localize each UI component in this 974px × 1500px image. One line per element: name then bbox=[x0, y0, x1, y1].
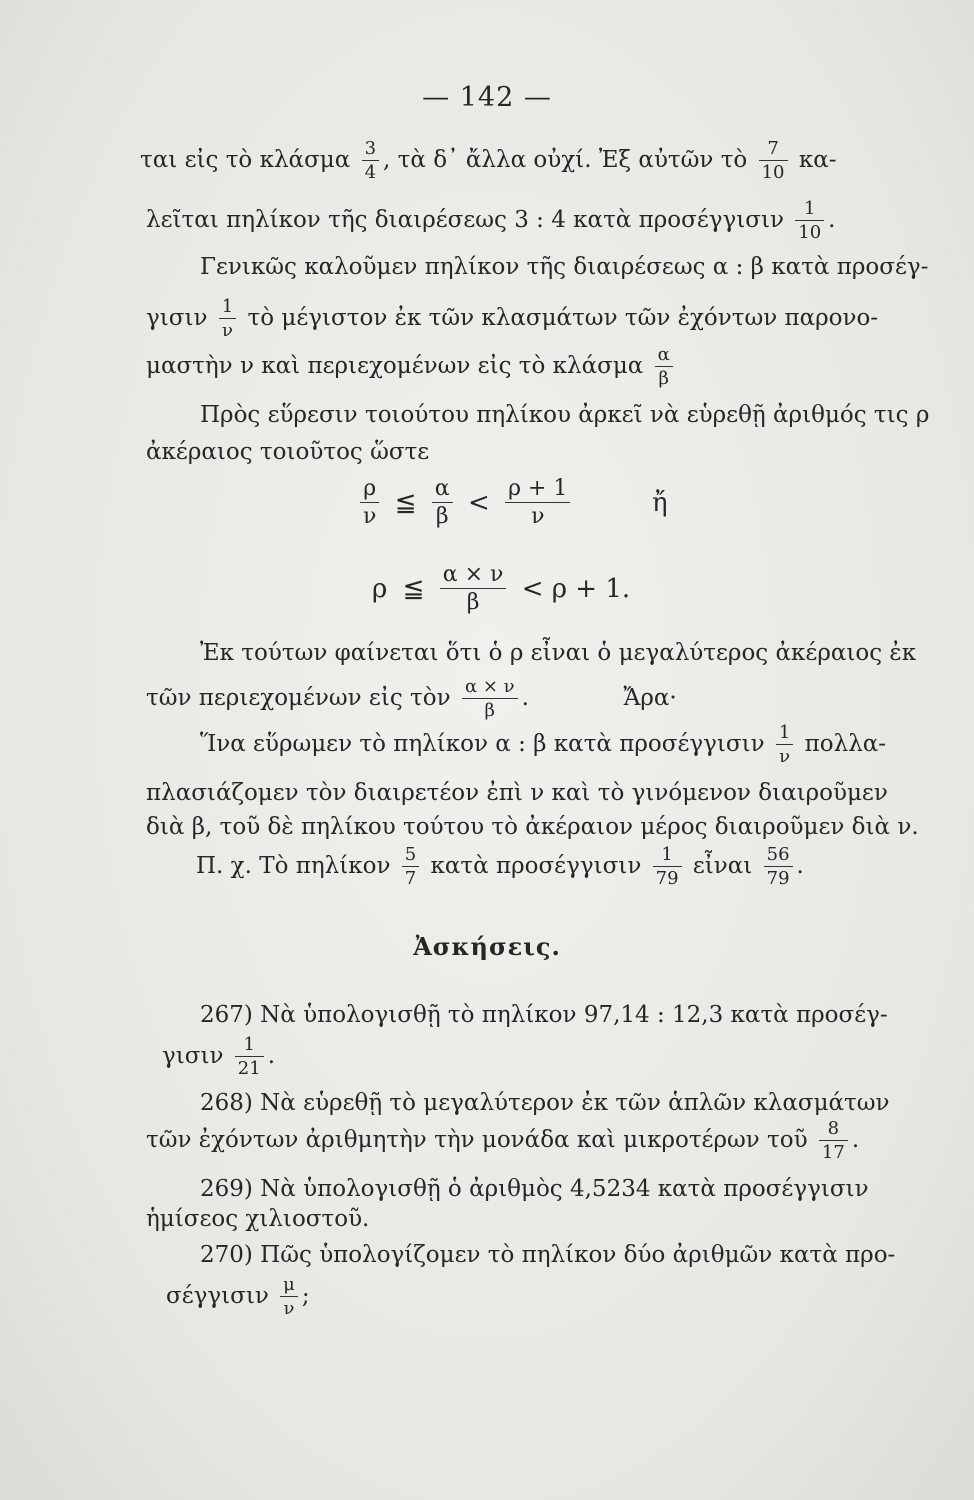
frac-den: ν bbox=[505, 502, 570, 528]
frac-den: 10 bbox=[759, 160, 788, 182]
frac-den: 17 bbox=[819, 1140, 848, 1162]
page-number: — 142 — bbox=[422, 82, 552, 113]
fraction-5-7 bbox=[402, 846, 419, 888]
fraction-1-79 bbox=[653, 846, 682, 888]
fraction-alpha-beta bbox=[432, 478, 453, 528]
text: γισιν bbox=[146, 305, 208, 331]
relation-lt: < bbox=[467, 488, 490, 518]
exercise-269-line-2 bbox=[146, 1208, 369, 1231]
frac-den: β bbox=[462, 698, 518, 720]
text: πλασιάζομεν τὸν διαιρετέον ἐπὶ ν καὶ τὸ γινόμενον διαιροῦμεν bbox=[146, 780, 888, 806]
exercise-270-line-2 bbox=[166, 1276, 310, 1318]
fraction-rho-plus-1-nu bbox=[505, 478, 570, 528]
text: κα- bbox=[798, 147, 837, 173]
exercise-268-line-1 bbox=[200, 1092, 890, 1115]
text-line-13 bbox=[196, 846, 804, 888]
frac-den: ν bbox=[280, 1296, 298, 1318]
text: Ἵνα εὕρωμεν τὸ πηλίκον α : β κατὰ προσέγγισιν bbox=[200, 731, 765, 757]
frac-num: 7 bbox=[767, 138, 779, 159]
frac-num: α × ν bbox=[442, 562, 504, 587]
frac-num: α bbox=[434, 476, 450, 501]
frac-num: 1 bbox=[803, 198, 816, 219]
frac-num: μ bbox=[283, 1274, 295, 1295]
frac-num: α × ν bbox=[464, 676, 515, 697]
frac-den: ν bbox=[360, 502, 379, 528]
fraction-1-21 bbox=[235, 1036, 264, 1078]
relation-rhs: < ρ + 1. bbox=[521, 574, 631, 604]
text: Ἄρα· bbox=[623, 685, 677, 711]
text: τῶν περιεχομένων εἰς τὸν bbox=[146, 685, 451, 711]
fraction-1-nu bbox=[776, 724, 793, 766]
text-line-3 bbox=[200, 256, 928, 279]
text: κατὰ προσέγγισιν bbox=[430, 853, 642, 879]
text: 270) Πῶς ὑπολογίζομεν τὸ πηλίκον δύο ἀριθμῶν κατὰ προ- bbox=[200, 1242, 896, 1268]
frac-num: 8 bbox=[827, 1118, 840, 1139]
text: εἶναι bbox=[692, 853, 753, 879]
text-line-10 bbox=[200, 724, 886, 766]
fraction-alpha-times-nu-beta bbox=[440, 564, 507, 614]
frac-den: β bbox=[440, 588, 507, 614]
formula-inequality-2 bbox=[368, 564, 634, 614]
fraction-rho-nu bbox=[360, 478, 379, 528]
text: 267) Νὰ ὑπολογισθῇ τὸ πηλίκον 97,14 : 12,3 κατὰ προσέγ- bbox=[200, 1002, 888, 1028]
text: . bbox=[796, 853, 804, 879]
frac-num: α bbox=[657, 344, 670, 365]
exercise-267-line-1 bbox=[200, 1004, 888, 1027]
text: τῶν ἐχόντων ἀριθμητὴν τὴν μονάδα καὶ μικροτέρων τοῦ bbox=[146, 1127, 808, 1153]
fraction-3-4 bbox=[362, 140, 379, 182]
text: ἀκέραιος τοιοῦτος ὥστε bbox=[146, 439, 430, 465]
fraction-7-10 bbox=[759, 140, 788, 182]
text: πολλα- bbox=[804, 731, 887, 757]
text: μαστὴν ν καὶ περιεχομένων εἰς τὸ κλάσμα bbox=[146, 353, 644, 379]
frac-den: β bbox=[432, 502, 453, 528]
text: σέγγισιν bbox=[166, 1283, 269, 1309]
text: ται εἰς τὸ κλάσμα bbox=[140, 147, 351, 173]
frac-den: ν bbox=[219, 318, 236, 340]
text: ἡμίσεος χιλιοστοῦ. bbox=[146, 1206, 370, 1232]
text-line-9 bbox=[146, 678, 677, 720]
text: Γενικῶς καλοῦμεν πηλίκον τῆς διαιρέσεως α : β κατὰ προσέγ- bbox=[200, 254, 929, 280]
fraction-8-17 bbox=[819, 1120, 848, 1162]
text: τὸ μέγιστον ἐκ τῶν κλασμάτων τῶν ἐχόντων παρονο- bbox=[247, 305, 879, 331]
frac-num: 5 bbox=[404, 844, 417, 865]
exercise-270-line-1 bbox=[200, 1244, 895, 1267]
relation-leq: ≦ bbox=[394, 488, 417, 518]
text-line-2 bbox=[146, 200, 835, 242]
exercise-267-line-2 bbox=[162, 1036, 275, 1078]
frac-den: 4 bbox=[362, 160, 379, 182]
text-line-11 bbox=[146, 782, 888, 805]
text: . bbox=[267, 1043, 275, 1069]
text-line-7 bbox=[146, 441, 429, 464]
exercise-268-line-2 bbox=[146, 1120, 859, 1162]
text: Πρὸς εὕρεσιν τοιούτου πηλίκου ἀρκεῖ νὰ εὑρεθῇ ἀριθμός τις ρ bbox=[200, 402, 930, 428]
fraction-alpha-times-nu-beta bbox=[462, 678, 518, 720]
section-heading-exercises: Ἀσκήσεις. bbox=[413, 932, 561, 961]
text: γισιν bbox=[162, 1043, 224, 1069]
text: . bbox=[521, 685, 529, 711]
text: 269) Νὰ ὑπολογισθῇ ὁ ἀριθμὸς 4,5234 κατὰ προσέγγισιν bbox=[200, 1176, 869, 1202]
text: Ἐκ τούτων φαίνεται ὅτι ὁ ρ εἶναι ὁ μεγαλύτερος ἀκέραιος ἐκ bbox=[200, 640, 917, 666]
text: ; bbox=[301, 1283, 310, 1309]
fraction-alpha-beta bbox=[655, 346, 673, 388]
frac-num: ρ + 1 bbox=[508, 476, 568, 501]
frac-den: β bbox=[655, 366, 673, 388]
text-line-1 bbox=[140, 140, 837, 182]
text-line-5 bbox=[146, 346, 677, 388]
text-line-12 bbox=[146, 816, 919, 839]
text: . bbox=[851, 1127, 860, 1153]
frac-num: 3 bbox=[364, 138, 377, 159]
frac-num: 1 bbox=[661, 844, 673, 865]
frac-den: 79 bbox=[764, 866, 793, 888]
text: . bbox=[828, 207, 836, 233]
formula-inequality-1 bbox=[356, 478, 574, 528]
fraction-mu-nu bbox=[280, 1276, 298, 1318]
text-line-6 bbox=[200, 404, 929, 427]
frac-den: 10 bbox=[795, 220, 824, 242]
fraction-1-10 bbox=[795, 200, 824, 242]
text: Π. χ. Τὸ πηλίκον bbox=[196, 853, 391, 879]
text: , τὰ δ᾽ ἄλλα οὐχί. Ἐξ αὐτῶν τὸ bbox=[383, 147, 748, 173]
frac-num: 1 bbox=[778, 722, 791, 743]
frac-num: 1 bbox=[221, 296, 234, 317]
text: 268) Νὰ εὑρεθῇ τὸ μεγαλύτερον ἐκ τῶν ἁπλῶν κλασμάτων bbox=[200, 1090, 890, 1116]
frac-den: 79 bbox=[653, 866, 682, 888]
text: διὰ β, τοῦ δὲ πηλίκου τούτου τὸ ἀκέραιον μέρος διαιροῦμεν διὰ ν. bbox=[146, 814, 919, 840]
rho: ρ bbox=[372, 574, 388, 604]
frac-num: ρ bbox=[363, 476, 377, 501]
text-line-4 bbox=[146, 298, 878, 340]
text-line-8 bbox=[200, 642, 916, 665]
frac-num: 56 bbox=[766, 844, 790, 865]
text: λεῖται πηλίκον τῆς διαιρέσεως 3 : 4 κατὰ προσέγγισιν bbox=[146, 207, 784, 233]
frac-den: 21 bbox=[235, 1056, 264, 1078]
frac-den: ν bbox=[776, 744, 793, 766]
frac-den: 7 bbox=[402, 866, 419, 888]
word-or: ἤ bbox=[652, 488, 668, 518]
frac-num: 1 bbox=[243, 1034, 255, 1055]
relation-leq: ≦ bbox=[402, 574, 425, 604]
exercise-269-line-1 bbox=[200, 1178, 869, 1201]
fraction-56-79 bbox=[764, 846, 793, 888]
fraction-1-nu bbox=[219, 298, 236, 340]
